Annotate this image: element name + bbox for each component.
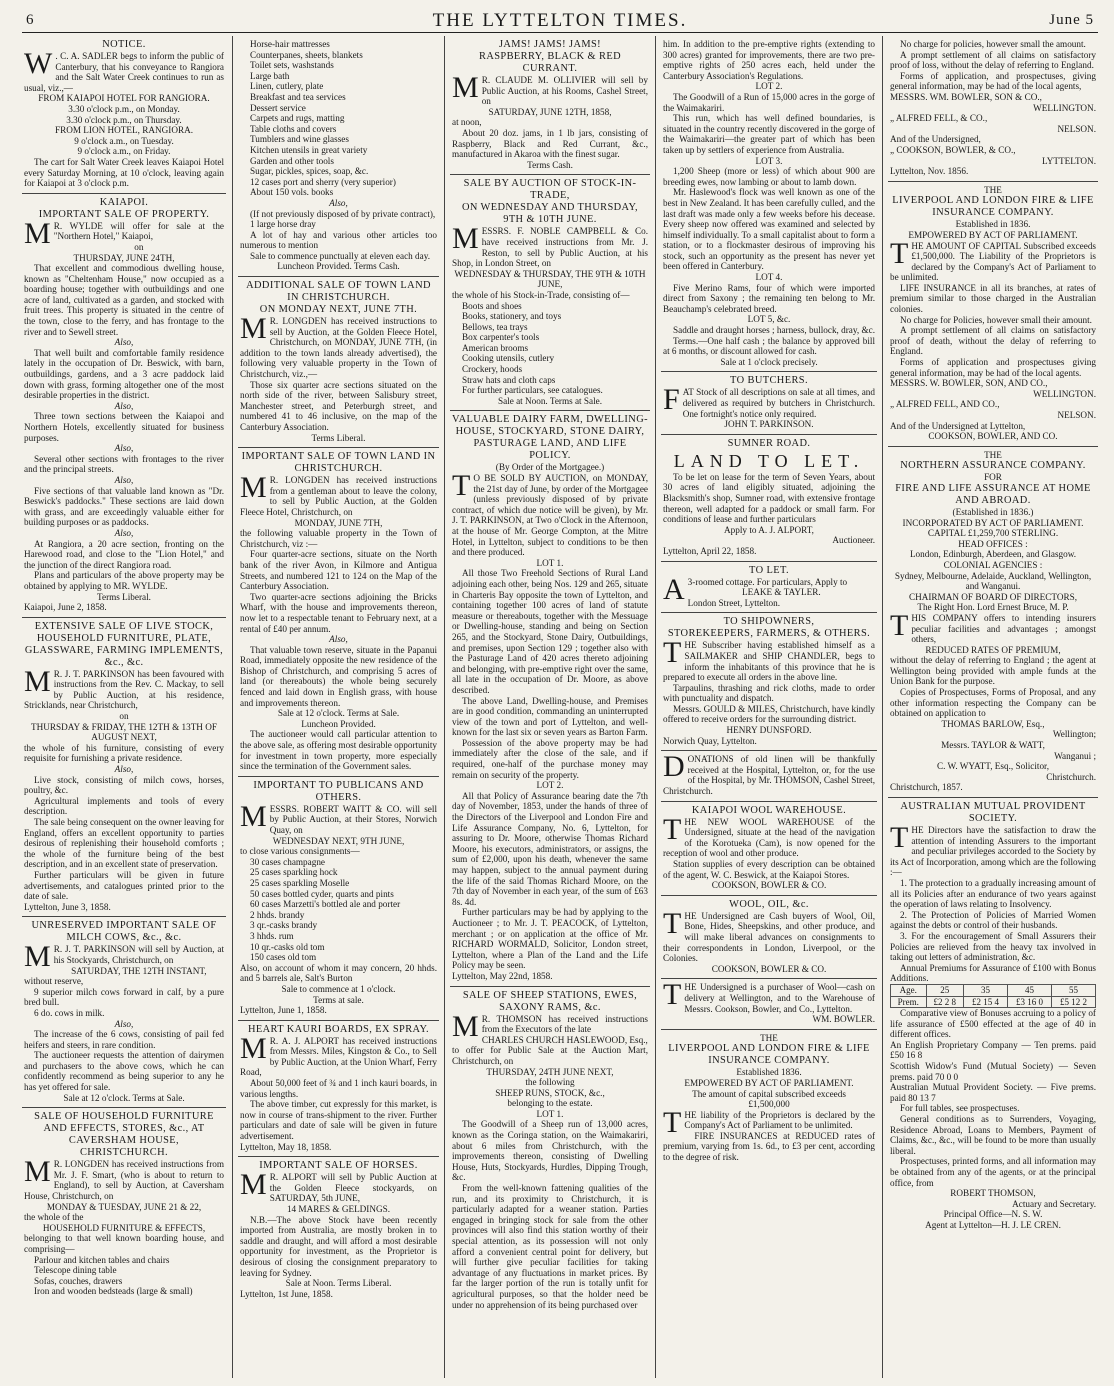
ad-household-cont: Horse-hair mattresses Counterpanes, sheets, blankets Toilet sets, washstands Large bath Linen, cutlery, plate Breakfast and tea services Dessert service Carpets and rugs, matting Table cloths and covers Tumblers and wine glasses Kitchen utensils in great variety Garden and other tools Sugar, pickles, spices, soap, &c. 12 cases port and sherry (very superior) About 150 vols. books Also, (If not previously disposed of by private contract), 1 large horse dray A lot of hay and various other articles too numerous to mention Sale to commence punctually at eleven each day. Luncheon Provided. Terms Cash.	[238, 36, 439, 277]
ad-dairy-farm: VALUABLE DAIRY FARM, DWELLING-HOUSE, STOCKYARD, STONE DAIRY, PASTURAGE LAND, AND LIFE POLICY. (By Order of the Mortgagee.) T O BE SOLD BY AUCTION, on MONDAY, the 21st day of June, by order of the Mortgagee (unless previously disposed of by private contract, of which due notice will be given), by Mr. J. T. PARKINSON, at Two o'Clock in the Afternoon, at the house of Mr. George Compton, at the Mitre Hotel, in Lyttelton, subject to conditions to be then and there produced. LOT 1. All those Two Freehold Sections of Rural Land adjoining each other, being Nos. 129 and 265, situate in Charteris Bay opposite the town of Lyttelton, and containing together 100 acres of land of statute measure or thereabouts, together with the Messuage or Dwelling-house, standing and being on Section 265, and the Stockyard, Stone Dairy, Outbuildings, and premises, upon Section 129 ; together also with the Pasturage Land of 420 acres thereto adjoining and belonging, with pre-emptive right over the same, all late in the occupation of Dr. Moore, as above described. The above Land, Dwelling-house, and Premises are in good condition, commanding an uninterrupted view of the town and port of Lyttelton, and well-known for the last six or seven years as Barton Farm. Possession of the above property may be had immediately after the close of the sale, and if required, one-half of the purchase money may remain on security of the property. LOT 2. All that Policy of Assurance bearing date the 7th day of November, 1853, under the hands of three of the Directors of the Liverpool and London Fire and Life Assurance Company, No. 6, Lyttelton, for assuring to Dr. Moore, otherwise Thomas Richard Moore, his executors, administrators, or assigns, the sum of £2,000, upon his death, whenever the same may happen, subject to the annual payment during the life of the said Thomas Richard Moore, on the 7th day of November in each year, of the sum of £63 8s. 4d. Further particulars may be had by applying to the Auctioneer ; to Mr. J. T. PEACOCK, of Lyttelton, merchant ; or on application at the office of Mr. RICHARD WORMALD, Solicitor, London street, Lyttelton, where a Plan of the Land and the Life Policy may be seen. Lyttelton, May 22nd, 1858.	[450, 411, 650, 986]
ad-northern-assurance: THE NORTHERN ASSURANCE COMPANY. FOR FIRE AND LIFE ASSURANCE AT HOME AND ABROAD. (Established in 1836.) INCORPORATED BY ACT OF PARLIAMENT. CAPITAL £1,259,700 STERLING. HEAD OFFICES : London, Edinburgh, Aberdeen, and Glasgow. COLONIAL AGENCIES : Sydney, Melbourne, Adelaide, Auckland, Wellington, and Wanganui. CHAIRMAN OF BOARD OF DIRECTORS, The Right Hon. Lord Ernest Bruce, M. P. THIS COMPANY offers to intending insurers peculiar facilities and advantages ; amongst others, REDUCED RATES OF PREMIUM, without the delay of referring to England ; the agent at Wellington being provided with ample funds at the Union Bank for the purpose. Copies of Prospectuses, Forms of Proposal, and any other information respecting the Company can be obtained on application to THOMAS BARLOW, Esq., Wellington; Messrs. TAYLOR & WATT, Wanganui ; C. W. WYATT, Esq., Solicitor, Christchurch. Christchurch, 1857.	[888, 447, 1098, 798]
ad-horses: IMPORTANT SALE OF HORSES. M R. ALPORT will sell by Public Auction at the Golden Fleece stockyards, on SATURDAY, 5th JUNE, 14 MARES & GELDINGS. N.B.—The above Stock have been recently imported from Australia, are mostly broken in to saddle and draught, and will afford a most desirable opportunity for investment, as the Proprietor is desirous of closing the consignment preparatory to leaving for Sydney. Sale at Noon. Terms Liberal. Lyttelton, 1st June, 1858.	[240, 1160, 437, 1299]
ad-shipowners: TO SHIPOWNERS, STOREKEEPERS, FARMERS, & OTHERS. THE Subscriber having established himself as a SAILMAKER and SHIP CHANDLER, begs to inform the inhabitants of this province that he is prepared to execute all orders in the above line. Tarpaulins, thrashing and rick cloths, made to order with punctuality and dispatch. Messrs. GOULD & MILES, Christchurch, have kindly offered to receive orders for the surrounding district. HENRY DUNSFORD. Norwich Quay, Lyttelton.	[661, 613, 877, 751]
column-5	[888, 36, 1098, 1378]
ad-milch-cows: UNRESERVED IMPORTANT SALE OF MILCH COWS, &c., &c. M R. J. T. PARKINSON will sell by Auction, at his Stockyards, Christchurch, on SATURDAY, THE 12TH INSTANT, without reserve, 9 superior milch cows forward in calf, by a pure bred bull. 6 do. cows in milk. Also, The increase of the 6 cows, consisting of pail fed heifers and steers, in rare condition. The auctioneer requests the attention of dairymen and purchasers to the above cows, which he can confidently recommend as being superior to any he has yet offered for sale. Sale at 12 o'clock. Terms at Sale.	[22, 917, 226, 1108]
column-3	[450, 36, 650, 1378]
newspaper-title: THE LYTTELTON TIMES.	[432, 10, 688, 31]
ad-jams: JAMS! JAMS! JAMS! RASPBERRY, BLACK & RED CURRANT. M R. CLAUDE M. OLLIVIER will sell by Public Auction, at his Rooms, Cashel Street, on SATURDAY, JUNE 12TH, 1858, at noon, About 20 doz. jams, in 1 lb jars, consisting of Raspberry, Black and Red Currant, &c., manufactured in Akaroa with the finest sugar. Terms Cash.	[450, 36, 650, 175]
ad-linen-donations: DONATIONS of old linen will be thankfully received at the Hospital, Lyttelton, or, for the use of the Hospital, by Mr. THOMSON, Cashel Street, Christchurch.	[661, 751, 877, 801]
ad-australian-mutual: AUSTRALIAN MUTUAL PROVIDENT SOCIETY. THE Directors have the satisfaction to draw the attention of intending Assurers to the important and peculiar privileges accorded to the Society by its Act of Incorporation, among which are the following :— 1. The protection to a gradually increasing amount of all its Policies after an endurance of two years against the operation of laws relating to Insolvency. 2. The Protection of Policies of Married Women against the debts or control of their husbands. 3. For the encouragement of Small Assurers their Policies are relieved from the heavy tax involved in taking out letters of administration, &c. Annual Premiums for Assurance of £100 with Bonus Additions. Age. 25 35 45 55 Prem. £2 2 8 £2 15 4 £3 16 0 £5 12 2 Comparative view of Bonuses accruing to a policy of life assurance of £500 effected at the age of 40 in different offices. An English Proprietary Company — Ten prems. paid £50 16 8 Scottish Widow's Fund (Mutual Society) — Seven prems. paid 70 0 0 Australian Mutual Provident Society. — Five prems. paid 80 13 7 For full tables, see prospectuses. General conditions as to Surrenders, Voyaging, Residence Abroad, Loans to Members, Payment of Claims, &c., &c., will be found to be more than usually liberal. Prospectuses, printed forms, and all information may be obtained from any of the agents, or at the principal office, from ROBERT THOMSON, Actuary and Secretary. Principal Office—N. S. W. Agent at Lyttelton—H. J. LE CREN.	[890, 801, 1096, 1230]
ad-butchers: TO BUTCHERS. FAT Stock of all descriptions on sale at all times, and delivered as required by butchers in Christchurch. One fortnight's notice only required. JOHN T. PARKINSON.	[661, 372, 877, 434]
page-header	[22, 6, 1098, 33]
ad-sheep-cont: him. In addition to the pre-emptive rights (extending to 300 acres) granted for improvements, there are two pre-emptive rights of 250 acres each, held under the Canterbury Association's Regulations. LOT 2. The Goodwill of a Run of 15,000 acres in the gorge of the Waimakariri. This run, which has well defined boundaries, is situated in the country recently discovered in the gorge of the Waimakariri—the greater part of which has been taken up by settlers of experience from Australia. LOT 3. 1,200 Sheep (more or less) of which about 900 are breeding ewes, now lambing or about to lamb down. Mr. Haslewood's flock was well known as one of the best in New Zealand. It has been carefully culled, and the last draft was made only a few weeks before his decease. Every sheep now offered was examined and selected by himself individually. To a small capitalist about to form a station, or to a flockmaster desirous of improving his stock, such an opportunity as the present has never yet been offered in Canterbury. LOT 4. Five Merino Rams, four of which were imported direct from Saxony ; the remaining ten belong to Mr. Beauchamp's celebrated breed. LOT 5, &c. Saddle and draught horses ; harness, bullock, dray, &c. Terms.—One half cash ; the balance by approved bill at 6 months, or discount allowed for cash. Sale at 1 o'clock precisely.	[661, 36, 877, 372]
ad-additional-town-land: ADDITIONAL SALE OF TOWN LAND IN CHRISTCHURCH. ON MONDAY NEXT, JUNE 7TH. M R. LONGDEN has received instructions to sell by Auction, at the Golden Fleece Hotel, Christchurch, on MONDAY, JUNE 7TH, (in addition to the town lands already advertised), the following very valuable property in the Town of Christchurch, viz.,— Those six quarter acre sections situated on the north side of the river, between Salisbury street, Manchester street, and Peterburgh street, and numbered 41 to 46 inclusive, on the map of the Canterbury Association. Terms Liberal.	[238, 277, 439, 448]
ad-wool-oil: WOOL, OIL, &c. THE Undersigned are Cash buyers of Wool, Oil, Bone, Hides, Sheepskins, and other produce, and will make liberal advances on consignments to their correspondents in London, Liverpool, or the Colonies. COOKSON, BOWLER & CO.	[661, 896, 877, 980]
premium-table	[890, 984, 1096, 1008]
column-2	[238, 36, 439, 1378]
ad-extensive-sale: EXTENSIVE SALE OF LIVE STOCK, HOUSEHOLD FURNITURE, PLATE, GLASSWARE, FARMING IMPLEMENTS, &c., &c. M R. J. T. PARKINSON has been favoured with instructions from the Rev. C. Mackay, to sell by Public Auction, at his residence, Stricklands, near Christchurch, on THURSDAY & FRIDAY, THE 12TH & 13TH OF AUGUST NEXT, the whole of his furniture, consisting of every requisite for furnishing a private residence. Also, Live stock, consisting of milch cows, horses, poultry, &c. Agricultural implements and tools of every description. The sale being consequent on the owner leaving for England, offers an excellent opportunity to parties desirous of replenishing their household comforts ; the whole of the furniture being of the best description, and in an excellent state of preservation. Further particulars will be given in future advertisements, and catalogues printed prior to the date of sale. Lyttelton, June 3, 1858.	[22, 618, 226, 918]
ad-wool-warehouse: KAIAPOI WOOL WAREHOUSE. THE NEW WOOL WAREHOUSE of the Undersigned, situate at the head of the navigation of the Korotueka (Cam), is now opened for the reception of wool and other produce. Station supplies of every description can be obtained of the agent, W. C. Beswick, at the Kaiapoi Stores. COOKSON, BOWLER & CO.	[661, 802, 877, 896]
column-1	[22, 36, 226, 1378]
issue-date: June 5	[1049, 12, 1094, 28]
page-number: 6	[26, 12, 34, 28]
ad-liverpool-london-1: THE LIVERPOOL AND LONDON FIRE & LIFE INSURANCE COMPANY. Established 1836. EMPOWERED BY ACT OF PARLIAMENT. The amount of capital subscribed exceeds £1,500,000 THE liability of the Proprietors is declared by the Company's Act of Parliament to be unlimited. FIRE INSURANCES at REDUCED rates of premium, varying from 1s. 6d., to £3 per cent, according to the degree of risk.	[663, 1032, 875, 1163]
ad-wool-purchaser: THE Undersigned is a purchaser of Wool—cash on delivery at Wellington, and to the Warehouse of Messrs. Cookson, Bowler, and Co., Lyttelton. WM. BOWLER.	[661, 979, 877, 1029]
table-row: Prem. £2 2 8 £2 15 4 £3 16 0 £5 12 2	[891, 996, 1096, 1008]
ad-kauri-boards: HEART KAURI BOARDS, EX SPRAY. M R. A. J. ALPORT has received instructions from Messrs. Miles, Kingston & Co., to Sell by Public Auction, at the Union Wharf, Ferry Road, About 50,000 feet of ¾ and 1 inch kauri boards, in various lengths. The above timber, cut expressly for this market, is now in course of trans-shipment to the river. Further particulars and date of sale will be given in future advertisement. Lyttelton, May 18, 1858.	[238, 1021, 439, 1158]
ad-stock-in-trade: SALE BY AUCTION OF STOCK-IN-TRADE, ON WEDNESDAY AND THURSDAY, 9TH & 10TH JUNE. MESSRS. F. NOBLE CAMPBELL & Co. have received instructions from Mr. J. Reston, to sell by Public Auction, at his Shop, in London Street, on WEDNESDAY & THURSDAY, THE 9TH & 10TH JUNE, the whole of his Stock-in-Trade, consisting of— Boots and shoes Books, stationery, and toys Bellows, tea trays Box carpenter's tools American brooms Cooking utensils, cutlery Crockery, hoods Straw hats and cloth caps For further particulars, see catalogues. Sale at Noon. Terms at Sale.	[450, 175, 650, 411]
column-4	[661, 36, 877, 1378]
ad-land-to-let: SUMNER ROAD. LAND TO LET. To be let on lease for the term of Seven Years, about 30 acres of land eligibly situated, adjoining the Blacksmith's shop, Sumner road, with extensive frontage thereon, well adapted for a paddock or small farm. For conditions of lease and further particulars Apply to A. J. ALPORT, Auctioneer. Lyttelton, April 22, 1858.	[661, 435, 877, 562]
table-row: Age. 25 35 45 55	[891, 984, 1096, 996]
ad-sadler-notice: NOTICE. W . C. A. SADLER begs to inform the public of Canterbury, that his conveyance to Rangiora and the Salt Water Creek continues to run as usual, viz.,— FROM KAIAPOI HOTEL FOR RANGIORA. 3.30 o'clock p.m., on Monday. 3.30 o'clock p.m., on Thursday. FROM LION HOTEL, RANGIORA. 9 o'clock a.m., on Tuesday. 9 o'clock a.m., on Friday. The cart for Salt Water Creek leaves Kaiapoi Hotel every Saturday Morning, at 10 o'clock, leaving again for Kaiapoi at 3 o'clock p.m.	[22, 36, 226, 194]
ad-important-town-land: IMPORTANT SALE OF TOWN LAND IN CHRISTCHURCH. M R. LONGDEN has received instructions from a gentleman about to leave the colony, to sell by Public Auction, at the Golden Fleece Hotel, Christchurch, on MONDAY, JUNE 7TH, the following valuable property in the Town of Christchurch, viz :— Four quarter-acre sections, situate on the North bank of the river Avon, in Kilmore and Antigua Streets, and numbered 121 to 124 on the Map of the Canterbury Association. Two quarter-acre sections adjoining the Bricks Wharf, with the house and improvements thereon, now let to a respectable tenant to February next, at a rental of £40 per annum. Also, That valuable town reserve, situate in the Papanui Road, immediately opposite the new residence of the Bishop of Christchurch, and comprising 5 acres of land (or thereabouts) the whole being securely fenced and laid down in English grass, with house and improvements thereon. Sale at 12 o'clock. Terms at Sale. Luncheon Provided. The auctioneer would call particular attention to the above sale, as offering most desirable opportunity for investment in town property, more especially since the termination of the Government sales.	[238, 448, 439, 777]
ad-liverpool-london-2: THE LIVERPOOL AND LONDON FIRE & LIFE INSURANCE COMPANY. Established in 1836. EMPOWERED BY ACT OF PARLIAMENT. THE AMOUNT OF CAPITAL Subscribed exceeds £1,500,000. The Liability of the Proprietors is declared by the Company's Act of Parliament to be unlimited. LIFE INSURANCE in all its branches, at rates of premium similar to those charged in the Australian colonies. No charge for Policies, however small their amount. A prompt settlement of all claims on satisfactory proof of death, without the delay of referring to England. Forms of application and prospectuses giving general information, may be had of the local agents. MESSRS. W. BOWLER, SON, AND CO., WELLINGTON. „ ALFRED FELL, AND CO., NELSON. And of the Undersigned at Lyttelton, COOKSON, BOWLER, AND CO.	[888, 182, 1098, 447]
ad-household-furniture: SALE OF HOUSEHOLD FURNITURE AND EFFECTS, STORES, &c., AT CAVERSHAM HOUSE, CHRISTCHURCH. M R. LONGDEN has received instructions from Mr. J. F. Smart, (who is about to return to England), to sell by Auction, at Caversham House, Christchurch, on MONDAY & TUESDAY, JUNE 21 & 22, the whole of the HOUSEHOLD FURNITURE & EFFECTS, belonging to that well known boarding house, and comprising— Parlour and kitchen tables and chairs Telescope dining table Sofas, couches, drawers Iron and wooden bedsteads (large & small)	[24, 1111, 224, 1297]
ad-insurance-cont: No charge for policies, however small the amount. A prompt settlement of all claims on satisfactory proof of loss, without the delay of referring to England. Forms of application, and prospectuses, giving general information, may be had of the local agents, MESSRS. WM. BOWLER, SON & CO., WELLINGTON. „ ALFRED FELL, & CO., NELSON. And of the Undersigned, „ COOKSON, BOWLER, & CO., LYTTELTON. Lyttelton, Nov. 1856.	[888, 36, 1098, 182]
ad-publicans: IMPORTANT TO PUBLICANS AND OTHERS. MESSRS. ROBERT WAITT & CO. will sell by Public Auction, at their Stores, Norwich Quay, on WEDNESDAY NEXT, 9TH JUNE, to close various consignments— 30 cases champagne 25 cases sparkling hock 25 cases sparkling Moselle 50 cases bottled cyder, quarts and pints 60 cases Marzetti's bottled ale and porter 2 hhds. brandy 3 qr.-casks brandy 3 hhds. rum 10 qr.-casks old tom 150 cases old tom Also, on account of whom it may concern, 20 hhds. and 5 barrels ale, Salt's Burton Sale to commence at 1 o'clock. Terms at sale. Lyttelton, June 1, 1858.	[238, 777, 439, 1021]
ad-sheep-stations: SALE OF SHEEP STATIONS, EWES, SAXONY RAMS, &c. M R. THOMSON has received instructions from the Executors of the late CHARLES CHURCH HASLEWOOD, Esq., to offer for Public Sale at the Auction Mart, Christchurch, on THURSDAY, 24TH JUNE NEXT, the following SHEEP RUNS, STOCK, &c., belonging to the estate. LOT 1. The Goodwill of a Sheep run of 13,000 acres, known as the Coringa station, on the Waimakariri, about 6 miles from Christchurch, with the improvements thereon, consisting of Dwelling House, Huts, Stockyards, Hurdles, Dipping Trough, &c. From the well-known fattening qualities of the run, and its proximity to Christchurch, it is particularly adapted for a weaner station. Parties engaged in bringing stock for sale from the other provinces will also find this station worthy of their special attention, as its possession will not only afford a convenient central point for delivery, but will further give peculiar facilities for taking advantage of any fluctuations in market prices. By far the larger portion of the run is totally unfit for agricultural purposes, so that the holder need be under no apprehension of its being purchased over	[452, 989, 648, 1310]
ad-cottage-to-let: TO LET. A 3-roomed cottage. For particulars, Apply to LEAKE & TAYLER. London Street, Lyttelton.	[661, 562, 877, 614]
ad-kaiapoi-property: KAIAPOI. IMPORTANT SALE OF PROPERTY. M R. WYLDE will offer for sale at the "Northern Hotel," Kaiapoi, on THURSDAY, JUNE 24TH, That excellent and commodious dwelling house, known as "Cheltenham House," now occupied as a boarding house; together with outbuildings and one acre of land, cultivated as a garden, and stocked with fruit trees. This property is situated in the centre of the town, close to the ferry, and has frontage to the river and to Sewell street. Also, That well built and comfortable family residence lately in the occupation of Dr. Beswick, with barn, outbuildings, gardens, and a 3 acre paddock laid down with grass, forming altogether one of the most desirable properties in the district. Also, Three town sections between the Kaiapoi and Northern Hotels, excellently situated for business purposes. Also, Several other sections with frontages to the river and the principal streets. Also, Five sections of that valuable land known as "Dr. Beswick's paddocks." These sections are laid down with grass, and are exceedingly valuable either for building purposes or as paddocks. Also, At Rangiora, a 20 acre section, fronting on the Harewood road, and close to the "Lion Hotel," and the junction of the direct Rangiora road. Plans and particulars of the above property may be obtained by applying to MR. WYLDE. Terms Liberal. Kaiapoi, June 2, 1858.	[22, 194, 226, 618]
columns	[22, 36, 1098, 1378]
